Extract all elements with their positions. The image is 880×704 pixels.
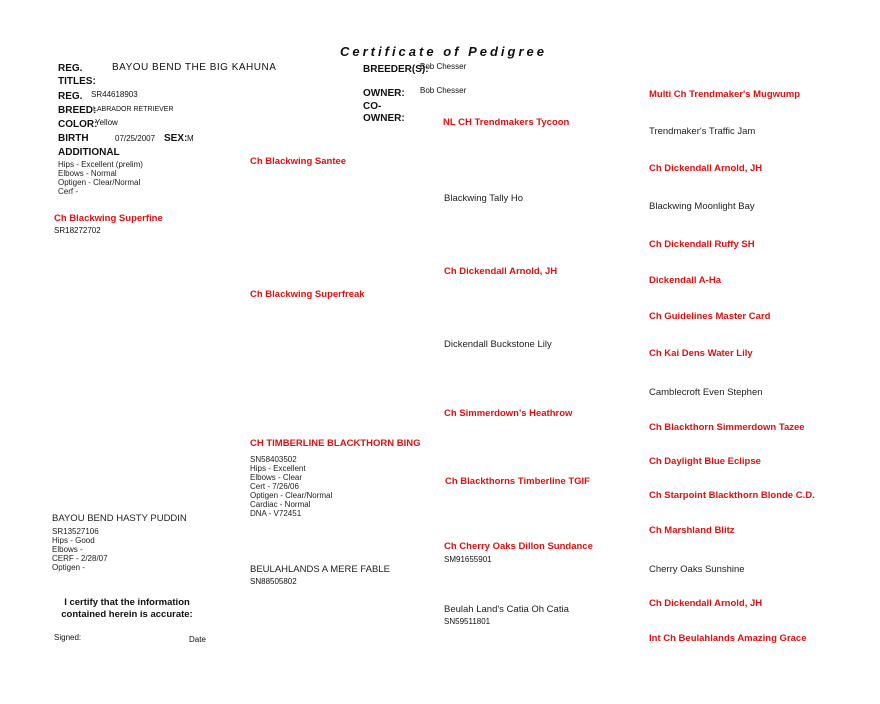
dam-dam-name: BEULAHLANDS A MERE FABLE [250, 564, 390, 575]
dam-name: BAYOU BEND HASTY PUDDIN [52, 513, 187, 524]
subject-name: BAYOU BEND THE BIG KAHUNA [112, 62, 277, 73]
sex-value: M [187, 134, 194, 143]
dam-info-line: CERF - 2/28/07 [52, 554, 108, 563]
sire-sire-name: Ch Blackwing Santee [250, 156, 347, 167]
additional-line: Elbows - Normal [58, 169, 117, 178]
gen4-ancestor-4: Blackwing Moonlight Bay [649, 201, 755, 212]
gen4-ancestor-9: Camblecroft Even Stephen [649, 387, 763, 398]
certification-line-2: contained herein is accurate: [61, 609, 193, 620]
color-label: COLOR: [58, 119, 98, 130]
gen3-ancestor-4: Dickendall Buckstone Lily [444, 339, 552, 350]
titles-label: TITLES: [58, 76, 96, 87]
additional-line: Hips - Excellent (prelim) [58, 160, 143, 169]
breed-value: LABRADOR RETRIEVER [93, 106, 174, 113]
gen4-ancestor-2: Trendmaker's Traffic Jam [649, 126, 756, 137]
dam-sire-info-line: Optigen - Clear/Normal [250, 491, 333, 500]
dam-dam-reg: SN88505802 [250, 577, 297, 586]
gen3-ancestor-7: Ch Cherry Oaks Dillon Sundance [444, 541, 593, 552]
sire-dam-name: Ch Blackwing Superfreak [250, 289, 365, 300]
gen4-ancestor-15: Ch Dickendall Arnold, JH [649, 598, 763, 609]
gen3-ancestor-3: Ch Dickendall Arnold, JH [444, 266, 558, 277]
dam-info-line: Optigen - [52, 563, 85, 572]
breed-label: BREED: [58, 105, 97, 116]
gen4-ancestor-8: Ch Kai Dens Water Lily [649, 348, 753, 359]
gen3-ancestor-1: NL CH Trendmakers Tycoon [443, 117, 570, 128]
co-owner-label-2: OWNER: [363, 113, 405, 124]
dam-info-line: Elbows - [52, 545, 83, 554]
additional-info [58, 160, 143, 196]
gen4-ancestor-11: Ch Daylight Blue Eclipse [649, 456, 761, 467]
gen4-ancestor-3: Ch Dickendall Arnold, JH [649, 163, 763, 174]
dam-info-line: SR13527106 [52, 527, 99, 536]
birth-label: BIRTH [58, 133, 89, 144]
additional-label: ADDITIONAL [58, 147, 120, 158]
gen4-ancestor-1: Multi Ch Trendmaker's Mugwump [649, 89, 801, 100]
sire-name: Ch Blackwing Superfine [54, 213, 163, 224]
additional-line: Optigen - Clear/Normal [58, 178, 141, 187]
birth-value: 07/25/2007 [115, 134, 156, 143]
gen4-ancestor-13: Ch Marshland Blitz [649, 525, 735, 536]
gen3-ancestor-8: Beulah Land's Catia Oh Catia [444, 604, 569, 615]
co-owner-label-1: CO- [363, 101, 382, 112]
color-value: Yellow [95, 118, 118, 127]
gen4-ancestor-7: Ch Guidelines Master Card [649, 311, 771, 322]
sex-label: SEX: [164, 133, 188, 144]
gen3-ancestor-6: Ch Blackthorns Timberline TGIF [445, 476, 590, 487]
dam-sire-info-line: DNA - V72451 [250, 509, 302, 518]
gen4-ancestor-12: Ch Starpoint Blackthorn Blonde C.D. [649, 490, 815, 501]
gen4-ancestor-14: Cherry Oaks Sunshine [649, 564, 745, 575]
reg-name-label: REG. [58, 63, 83, 74]
dam-sire-info-line: Cardiac - Normal [250, 500, 311, 509]
dam-sire-info-line: Elbows - Clear [250, 473, 303, 482]
owner-label: OWNER: [363, 88, 405, 99]
breeder-value: Bob Chesser [420, 62, 467, 71]
gen4-ancestor-10: Ch Blackthorn Simmerdown Tazee [649, 422, 805, 433]
dam-info [52, 527, 108, 572]
certification-line-1: I certify that the information [64, 597, 190, 608]
breeders-label: BREEDER(S): [363, 64, 429, 75]
gen3-ancestor-5: Ch Simmerdown's Heathrow [444, 408, 573, 419]
dam-sire-info-line: Hips - Excellent [250, 464, 306, 473]
gen4-ancestor-6: Dickendall A-Ha [649, 275, 721, 286]
dam-sire-info-line: SN58403502 [250, 455, 297, 464]
gen3-ancestor-2: Blackwing Tally Ho [444, 193, 524, 204]
gen3-ancestor-8-reg: SN59511801 [444, 617, 491, 626]
certification-statement [56, 597, 198, 621]
gen4-ancestor-5: Ch Dickendall Ruffy SH [649, 239, 755, 250]
reg-number: SR44618903 [91, 90, 138, 99]
dam-sire-info [250, 455, 332, 518]
additional-line: Cerf - [58, 187, 78, 196]
document-title: Certificate of Pedigree [340, 44, 547, 59]
dam-sire-info-line: Cert - 7/26/06 [250, 482, 299, 491]
gen3-ancestor-7-reg: SM91655901 [444, 555, 492, 564]
owner-value: Bob Chesser [420, 86, 467, 95]
sire-reg: SR18272702 [54, 226, 101, 235]
date-label: Date [189, 635, 206, 644]
reg-number-label: REG. [58, 91, 83, 102]
gen4-ancestor-16: Int Ch Beulahlands Amazing Grace [649, 633, 807, 644]
signed-label: Signed: [54, 633, 82, 642]
dam-info-line: Hips - Good [52, 536, 95, 545]
dam-sire-name: CH TIMBERLINE BLACKTHORN BING [250, 438, 421, 449]
